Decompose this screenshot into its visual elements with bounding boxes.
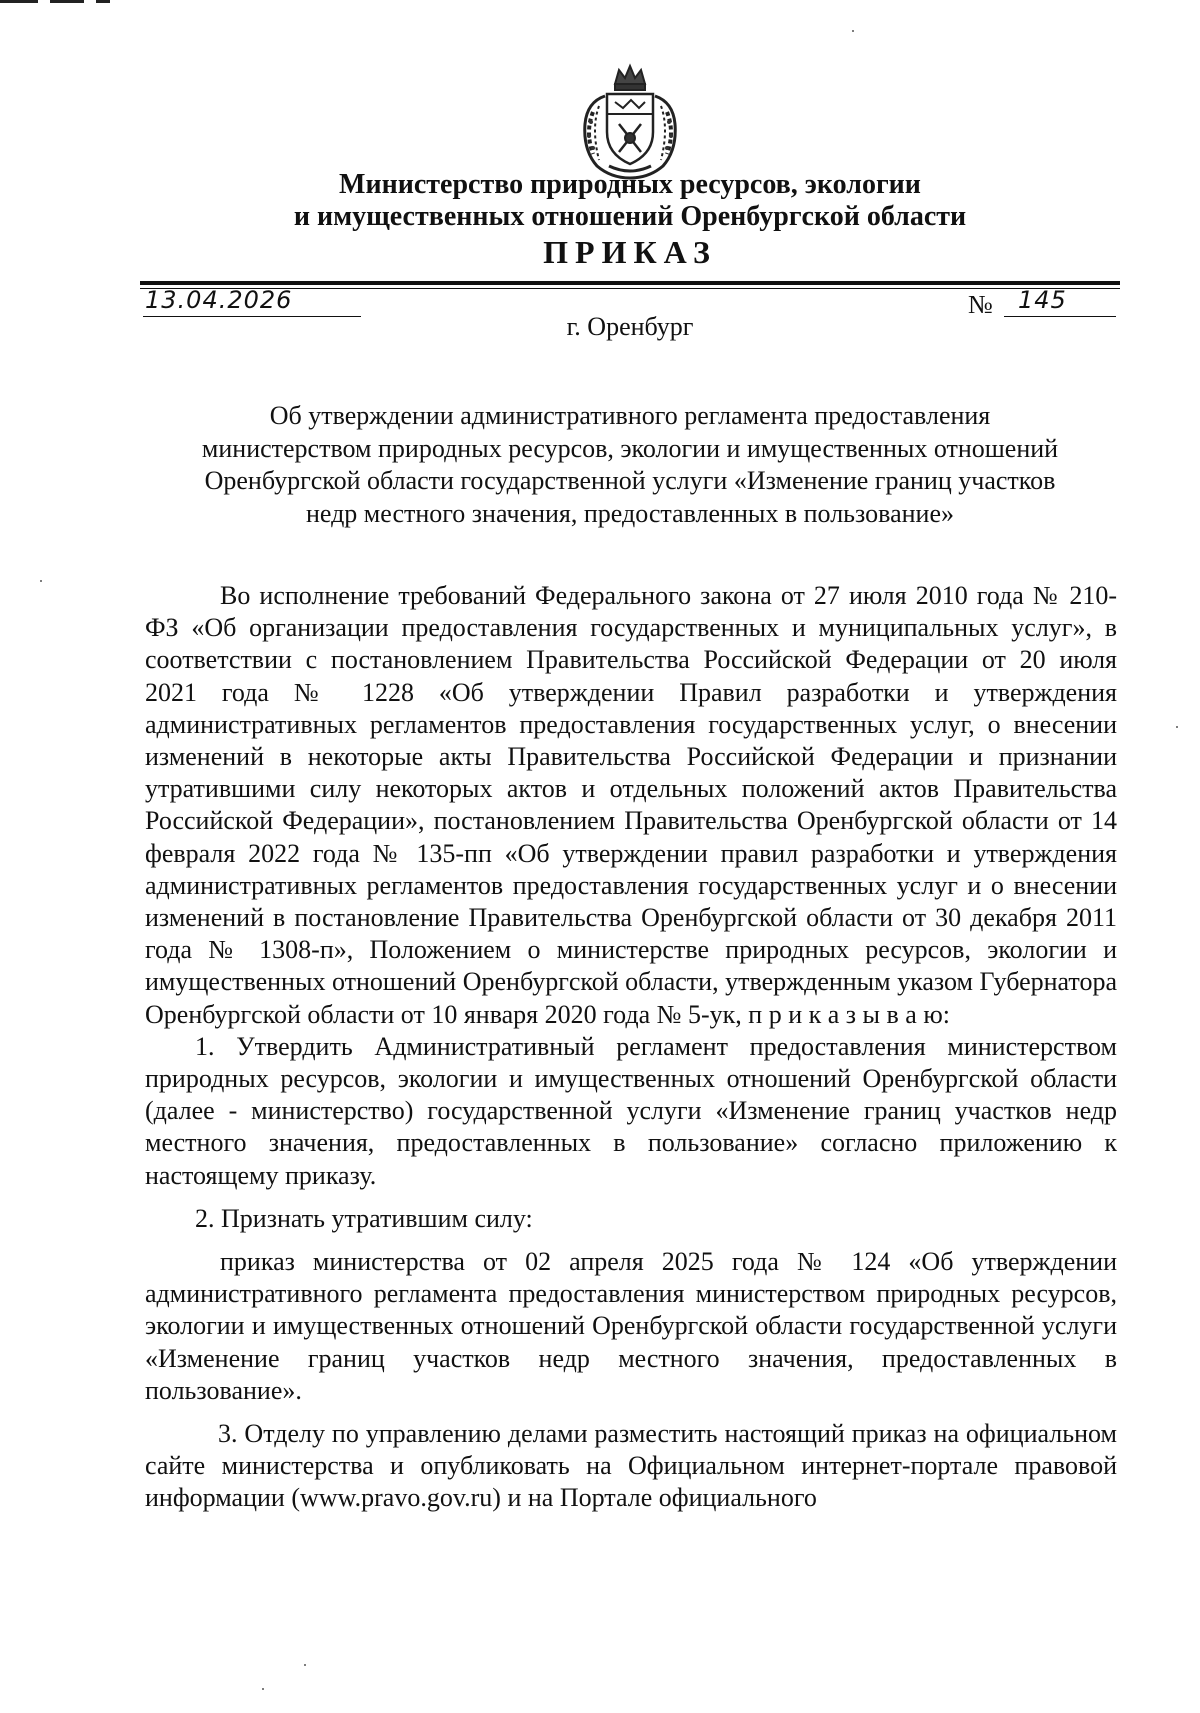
scan-edge-mark: [50, 0, 84, 3]
subject-line: Оренбургской области государственной услуги «Изменение границ участков: [204, 466, 1056, 495]
scan-edge-mark: [0, 0, 38, 3]
item-2-text-paragraph: приказ министерства от 02 апреля 2025 года № 124 «Об утверждении административного регламента предоставления министерством природных ресурсов, экологии и имущественных отношений Оренбургской области государственной услуги «Изменение границ участков недр местного значения, предоставленных в пользование».: [145, 1247, 1117, 1405]
item-2-paragraph: 2. Признать утратившим силу:: [195, 1203, 533, 1233]
ministry-name-line1: Министерство природных ресурсов, экологии: [339, 169, 921, 200]
subject-line: недр местного значения, предоставленных в пользование»: [305, 498, 955, 528]
scan-speck: [262, 1688, 264, 1690]
preamble-paragraph: [145, 580, 1117, 1031]
item-3-paragraph: 3. Отделу по управлению делами разместить настоящий приказ на официальном сайте министерства и опубликовать на Официальном интернет-портале правовой информации (www.pravo.gov.ru) и на Портале официального: [145, 1419, 1117, 1513]
scan-speck: [852, 30, 854, 32]
scan-speck: [40, 580, 42, 582]
item-1-paragraph: 1. Утвердить Административный регламент предоставления министерством природных ресурсов, экологии и имущественных отношений Оренбургской области (далее - министерство) государственной услуги «Изменение границ участков недр местного значения, предоставленных в пользование» согласно приложению к настоящему приказу.: [145, 1031, 1117, 1190]
handwritten-date: 13.04.2026: [145, 286, 293, 314]
coat-of-arms-emblem: [575, 62, 685, 182]
preamble-text: Во исполнение требований Федерального закона от 27 июля 2010 года № 210-ФЗ «Об организации предоставления государственных и муниципальных услуг», в соответствии с постановлением Правительства Российской Федерации от 20 июля 2021 года № 1228 «Об утверждении Правил разработки и утверждения административных регламентов предоставления государственных услуг, о внесении изменений в некоторые акты Правительства Российской Федерации и признании утратившими силу некоторых актов и отдельных положений актов Правительства Российской Федерации», постановлением Правительства Оренбургской области от 14 февраля 2022 года № 135-пп «Об утверждении правил разработки и утверждения административных регламентов предоставления государственных услуг и о внесении изменений в постановление Правительства Оренбургской области от 30 декабря 2011 года № 1308-п», Положением о министерстве природных ресурсов, экологии и имущественных отношений Оренбургской области, утвержденным указом Губернатора Оренбургской области от 10 января 2020 года № 5-ук,: [145, 581, 1117, 1029]
scan-speck: [1176, 726, 1178, 728]
document-type-title: ПРИКАЗ: [543, 234, 717, 270]
scan-speck: [304, 1664, 306, 1666]
number-label: №: [968, 290, 993, 319]
subject-line: министерством природных ресурсов, экологии и имущественных отношений: [201, 433, 1059, 463]
scan-edge-mark: [96, 0, 110, 3]
subject-line: Об утверждении административного регламента предоставления: [269, 401, 991, 430]
handwritten-number: 145: [1018, 286, 1067, 314]
city-line: г. Оренбург: [566, 312, 694, 341]
decree-word: п р и к а з ы в а ю:: [748, 999, 950, 1029]
order-body: [145, 580, 1117, 1515]
ministry-name-line2: и имущественных отношений Оренбургской области: [293, 201, 967, 232]
header-divider: [140, 281, 1120, 285]
order-subject: [145, 400, 1115, 530]
